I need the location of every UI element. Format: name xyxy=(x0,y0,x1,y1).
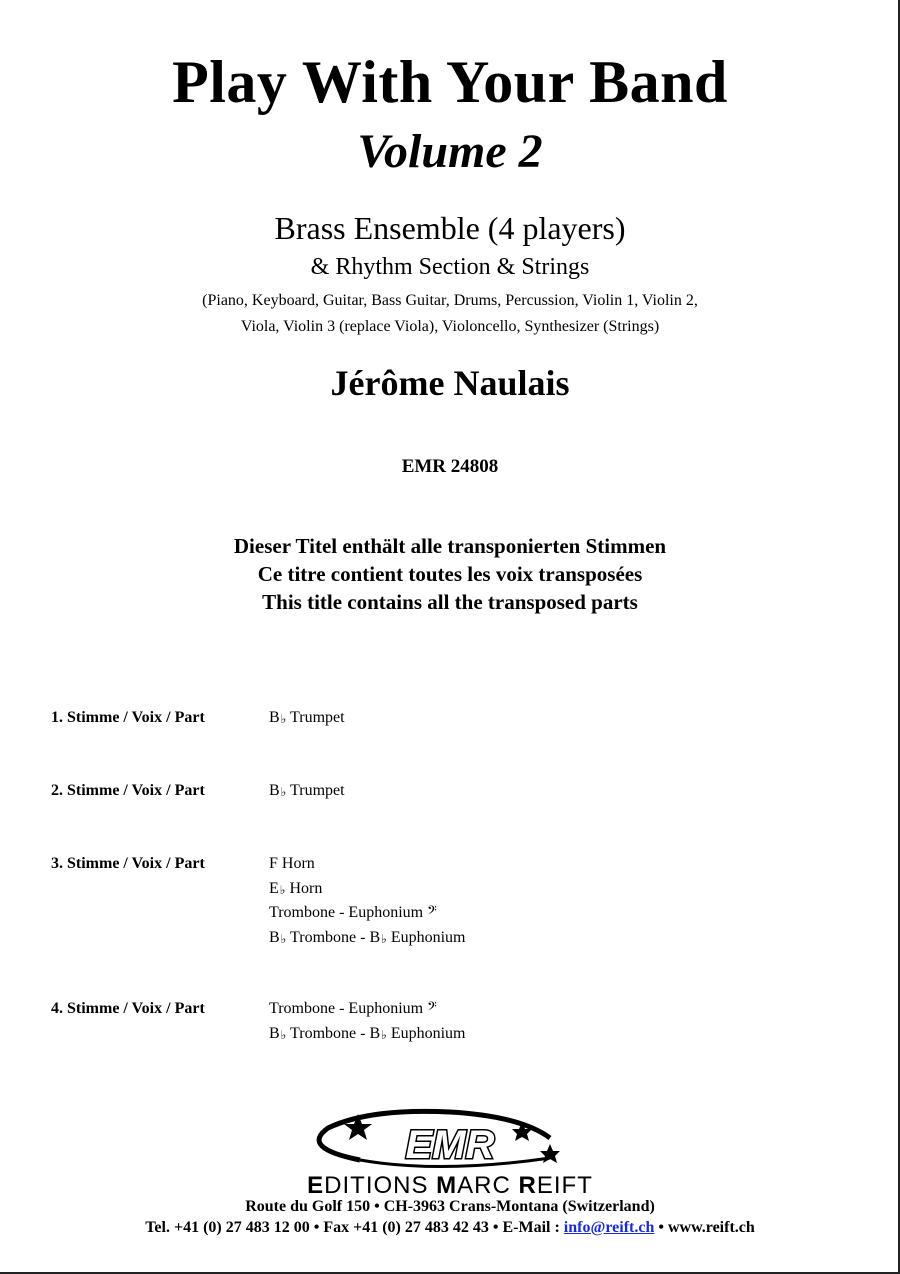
instrument-line xyxy=(269,1022,465,1047)
flat-icon: ♭ xyxy=(280,785,287,799)
instrument-key: B xyxy=(269,782,280,799)
instrument-line xyxy=(269,926,465,951)
part-label: 3. Stimme / Voix / Part xyxy=(51,855,205,872)
instrument-name-tail: Euphonium xyxy=(386,1024,466,1042)
publisher-name: EDITIONS MARC REIFT xyxy=(307,1172,593,1199)
instrument-name: Trombone - B xyxy=(286,1024,381,1042)
instrument-line xyxy=(269,852,465,877)
email-link[interactable]: info@reift.ch xyxy=(563,1219,655,1236)
flat-icon: ♭ xyxy=(280,931,287,946)
part-label: 1. Stimme / Voix / Part xyxy=(51,709,205,726)
catalog-number: EMR 24808 xyxy=(401,456,499,477)
instrument-line xyxy=(269,779,345,804)
instrument-list xyxy=(0,288,900,340)
part-label: 4. Stimme / Voix / Part xyxy=(51,1000,205,1017)
instrument-name: Horn xyxy=(285,879,323,897)
composer-name: Jérôme Naulais xyxy=(330,363,570,403)
bass-clef-icon: 𝄢 xyxy=(427,1001,437,1017)
page-title: Play With Your Band xyxy=(172,49,728,115)
notice-german: Dieser Titel enthält alle transponierten Stimmen xyxy=(233,534,667,558)
flat-icon: ♭ xyxy=(381,1027,387,1042)
instrument-line xyxy=(269,706,345,731)
flat-icon: ♭ xyxy=(279,882,286,897)
ensemble-heading: Brass Ensemble (4 players) xyxy=(274,210,626,246)
publisher-address: Route du Golf 150 • CH-3963 Crans-Montana (Switzerland) xyxy=(245,1198,655,1215)
instrument-key: B xyxy=(269,1024,280,1042)
instrument-key: E xyxy=(269,879,279,897)
emr-logo xyxy=(300,1108,580,1176)
notice-french: Ce titre contient toutes les voix transposées xyxy=(257,562,643,586)
instrument-name: Trumpet xyxy=(286,782,345,799)
instrument-list-line-1: (Piano, Keyboard, Guitar, Bass Guitar, Drums, Percussion, Violin 1, Violin 2, xyxy=(202,292,698,309)
instrument-name: Trumpet xyxy=(286,709,345,726)
flat-icon: ♭ xyxy=(280,1027,287,1042)
instrument-line xyxy=(269,901,465,926)
rhythm-section-heading: & Rhythm Section & Strings xyxy=(310,254,590,280)
instrument-line xyxy=(269,877,465,902)
instrument-line xyxy=(269,997,465,1022)
part-instruments xyxy=(269,779,345,804)
instrument-key: B xyxy=(269,709,280,726)
part-instruments xyxy=(269,997,465,1046)
part-label: 2. Stimme / Voix / Part xyxy=(51,782,205,799)
flat-icon: ♭ xyxy=(280,712,287,726)
instrument-name: Trombone - Euphonium xyxy=(269,904,424,921)
logo-text: EMR xyxy=(405,1123,495,1167)
instrument-name-tail: Euphonium xyxy=(386,928,466,946)
volume-subtitle: Volume 2 xyxy=(357,125,543,178)
flat-icon: ♭ xyxy=(381,931,387,946)
part-instruments xyxy=(269,706,345,731)
bass-clef-icon: 𝄢 xyxy=(427,905,437,921)
instrument-name: Trombone - B xyxy=(286,928,381,946)
transposed-notice xyxy=(0,532,900,616)
instrument-name: F Horn xyxy=(269,855,315,872)
instrument-key: B xyxy=(269,928,280,946)
notice-english: This title contains all the transposed parts xyxy=(262,590,638,614)
publisher-contact: Tel. +41 (0) 27 483 12 00 • Fax +41 (0) 27 483 42 43 • E-Mail : info@reift.ch • www.reift.ch xyxy=(145,1219,755,1236)
instrument-list-line-2: Viola, Violin 3 (replace Viola), Violoncello, Synthesizer (Strings) xyxy=(240,318,660,335)
part-instruments xyxy=(269,852,465,950)
instrument-name: Trombone - Euphonium xyxy=(269,1000,424,1017)
